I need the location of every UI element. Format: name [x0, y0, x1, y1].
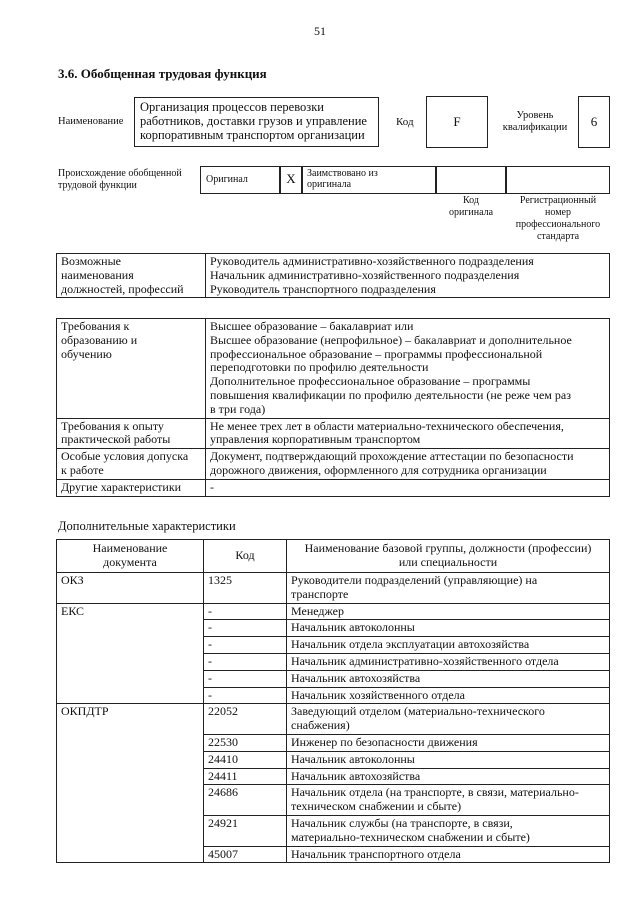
positions-values: Руководитель административно-хозяйственного подразделения Начальник административно-хозяйственного подразделения Руководитель транспортного подразделения: [206, 254, 610, 298]
education-value: Высшее образование – бакалавриат или Высшее образование (непрофильное) – бакалавриат и дополнительное профессиональное образование – программы профессиональной переподготовки по профилю деятельности Дополнительное профессиональное образование – программы повышения квалификации по профилю деятельности (не реже чем раз в три года): [206, 319, 610, 419]
experience-value: Не менее трех лет в области материально-технического обеспечения, управления корпоративным транспортом: [206, 418, 610, 449]
code-cell: 24411: [204, 768, 287, 785]
name-cell: Начальник автохозяйства: [287, 670, 610, 687]
additional-table: [56, 539, 610, 863]
function-name-box: Организация процессов перевозки работников, доставки грузов и управление корпоративным транспортом организации: [134, 97, 379, 147]
table-row: [57, 319, 610, 419]
origin-reg-cell: [506, 166, 610, 194]
code-cell: 22052: [204, 704, 287, 735]
table-row: [57, 479, 610, 496]
requirements-table: [56, 318, 610, 497]
name-cell: Менеджер: [287, 603, 610, 620]
doc-eks: ЕКС: [57, 603, 204, 704]
name-cell: Инженер по безопасности движения: [287, 734, 610, 751]
code-cell: 1325: [204, 573, 287, 604]
code-cell: -: [204, 620, 287, 637]
doc-okpdtr: ОКПДТР: [57, 704, 204, 863]
other-characteristics-label: Другие характеристики: [57, 479, 206, 496]
name-cell: Заведующий отделом (материально-технического снабжения): [287, 704, 610, 735]
code-cell: -: [204, 637, 287, 654]
origin-mark-cell: X: [280, 166, 302, 194]
code-cell: -: [204, 670, 287, 687]
table-row: [57, 418, 610, 449]
table-row: [57, 603, 610, 620]
name-cell: Начальник транспортного отдела: [287, 846, 610, 863]
table-row: [57, 573, 610, 604]
header-name: Наименование базовой группы, должности (профессии) или специальности: [287, 540, 610, 573]
code-label: Код: [396, 116, 414, 128]
positions-label: Возможные наименования должностей, профессий: [57, 254, 206, 298]
qualification-level-box: 6: [578, 96, 610, 148]
special-conditions-value: Документ, подтверждающий прохождение аттестации по безопасности дорожного движения, оформленного для сотрудника организации: [206, 449, 610, 480]
doc-okz: ОКЗ: [57, 573, 204, 604]
other-characteristics-value: -: [206, 479, 610, 496]
origin-code-caption: Код оригинала: [448, 195, 494, 218]
education-label: Требования к образованию и обучению: [57, 319, 206, 419]
table-row: [57, 704, 610, 735]
origin-code-cell: [436, 166, 506, 194]
origin-original-cell: Оригинал: [200, 166, 280, 194]
name-cell: Начальник отдела (на транспорте, в связи, материально- техническом снабжении и сбыте): [287, 785, 610, 816]
name-cell: Начальник автохозяйства: [287, 768, 610, 785]
name-cell: Начальник административно-хозяйственного отдела: [287, 653, 610, 670]
experience-label: Требования к опыту практической работы: [57, 418, 206, 449]
special-conditions-label: Особые условия допуска к работе: [57, 449, 206, 480]
code-cell: -: [204, 653, 287, 670]
code-cell: 24410: [204, 751, 287, 768]
code-cell: 45007: [204, 846, 287, 863]
table-header-row: [57, 540, 610, 573]
name-cell: Начальник службы (на транспорте, в связи, материально-техническом снабжении и сбыте): [287, 815, 610, 846]
name-cell: Руководители подразделений (управляющие) на транспорте: [287, 573, 610, 604]
function-code-box: F: [426, 96, 488, 148]
additional-title: Дополнительные характеристики: [58, 519, 236, 533]
origin-label: Происхождение обобщенной трудовой функции: [58, 168, 182, 191]
naming-label: Наименование: [58, 116, 124, 127]
code-cell: 24686: [204, 785, 287, 816]
code-cell: -: [204, 603, 287, 620]
name-cell: Начальник хозяйственного отдела: [287, 687, 610, 704]
header-doc: Наименование документа: [57, 540, 204, 573]
level-label: Уровень квалификации: [502, 110, 568, 133]
section-title: 3.6. Обобщенная трудовая функция: [58, 66, 267, 81]
origin-borrowed-cell: Заимствовано из оригинала: [302, 166, 436, 194]
name-cell: Начальник отдела эксплуатации автохозяйства: [287, 637, 610, 654]
name-cell: Начальник автоколонны: [287, 620, 610, 637]
code-cell: -: [204, 687, 287, 704]
page-number: 51: [314, 24, 326, 38]
header-code: Код: [204, 540, 287, 573]
code-cell: 24921: [204, 815, 287, 846]
table-row: [57, 449, 610, 480]
name-cell: Начальник автоколонны: [287, 751, 610, 768]
code-cell: 22530: [204, 734, 287, 751]
positions-table: [56, 253, 610, 298]
origin-reg-caption: Регистрационный номер профессионального стандарта: [515, 195, 601, 242]
